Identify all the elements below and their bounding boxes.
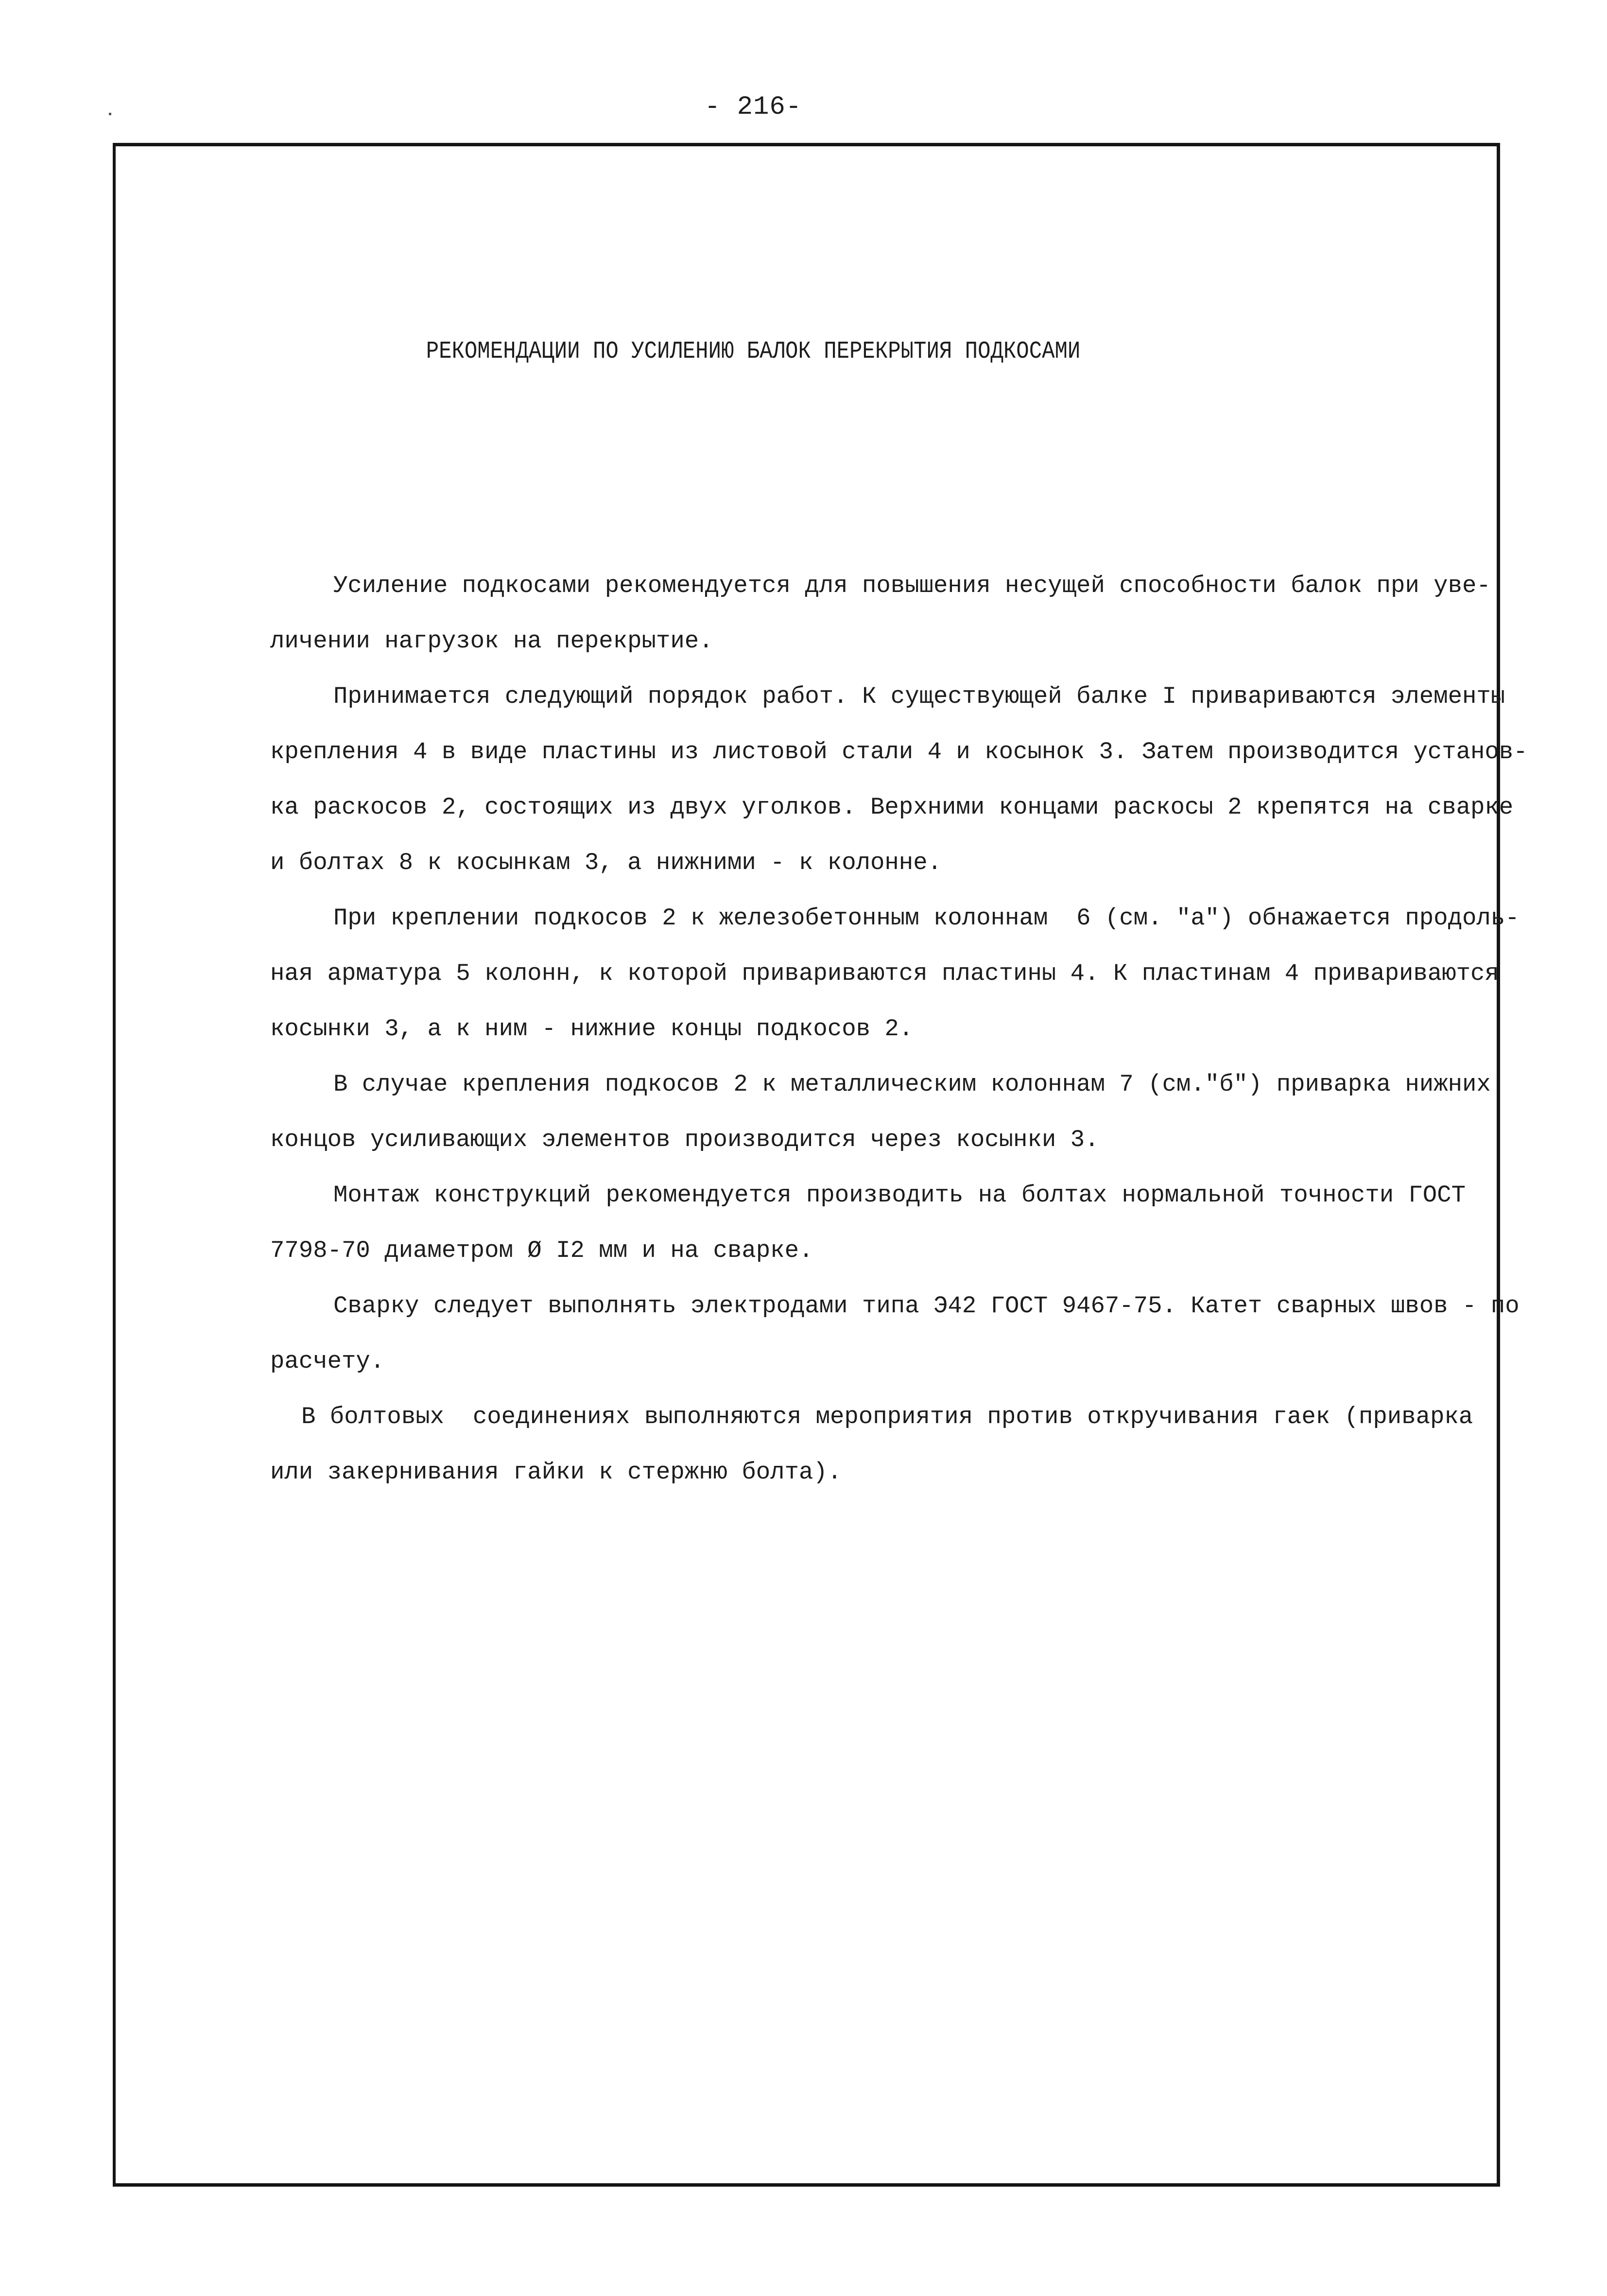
text-line: или закернивания гайки к стержню болта).	[270, 1459, 842, 1486]
text-line: Сварку следует выполнять электродами типа Э42 ГОСТ 9467-75. Катет сварных швов - по	[333, 1292, 1520, 1320]
text-line: ка раскосов 2, состоящих из двух уголков. Верхними концами раскосы 2 крепятся на сварке	[270, 794, 1514, 821]
text-line: В случае крепления подкосов 2 к металлическим колоннам 7 (см."б") приварка нижних	[333, 1071, 1491, 1098]
paragraph	[270, 1167, 1466, 1278]
paragraph	[270, 669, 1528, 890]
page-number: - 216-	[704, 92, 802, 122]
text-line: Принимается следующий порядок работ. К существующей балке I привариваются элементы	[333, 683, 1505, 710]
text-line: личении нагрузок на перекрытие.	[270, 627, 713, 655]
document-body	[270, 558, 1528, 1500]
paragraph	[270, 1278, 1520, 1389]
text-line: концов усиливающих элементов производится через косынки 3.	[270, 1126, 1099, 1153]
text-line: крепления 4 в виде пластины из листовой стали 4 и косынок 3. Затем производится установ-	[270, 738, 1528, 765]
text-line: Усиление подкосами рекомендуется для повышения несущей способности балок при уве-	[333, 572, 1491, 599]
paragraph	[270, 890, 1520, 1057]
paragraph	[270, 1389, 1473, 1500]
paragraph	[270, 1057, 1491, 1167]
text-line: В болтовых соединениях выполняются мероприятия против откручивания гаек (приварка	[301, 1403, 1473, 1430]
text-line: ная арматура 5 колонн, к которой привариваются пластины 4. К пластинам 4 привариваются	[270, 960, 1499, 987]
document-title: РЕКОМЕНДАЦИИ ПО УСИЛЕНИЮ БАЛОК ПЕРЕКРЫТИЯ ПОДКОСАМИ	[426, 338, 1081, 365]
text-line: и болтах 8 к косынкам 3, а нижними - к колонне.	[270, 849, 942, 876]
text-line: При креплении подкосов 2 к железобетонным колоннам 6 (см. "а") обнажается продоль-	[333, 904, 1520, 932]
text-line: расчету.	[270, 1348, 385, 1375]
paragraph	[270, 558, 1491, 669]
text-line: Монтаж конструкций рекомендуется производить на болтах нормальной точности ГОСТ	[333, 1182, 1466, 1209]
text-line: 7798-70 диаметром Ø I2 мм и на сварке.	[270, 1237, 813, 1264]
text-line: косынки 3, а к ним - нижние концы подкосов 2.	[270, 1015, 914, 1043]
